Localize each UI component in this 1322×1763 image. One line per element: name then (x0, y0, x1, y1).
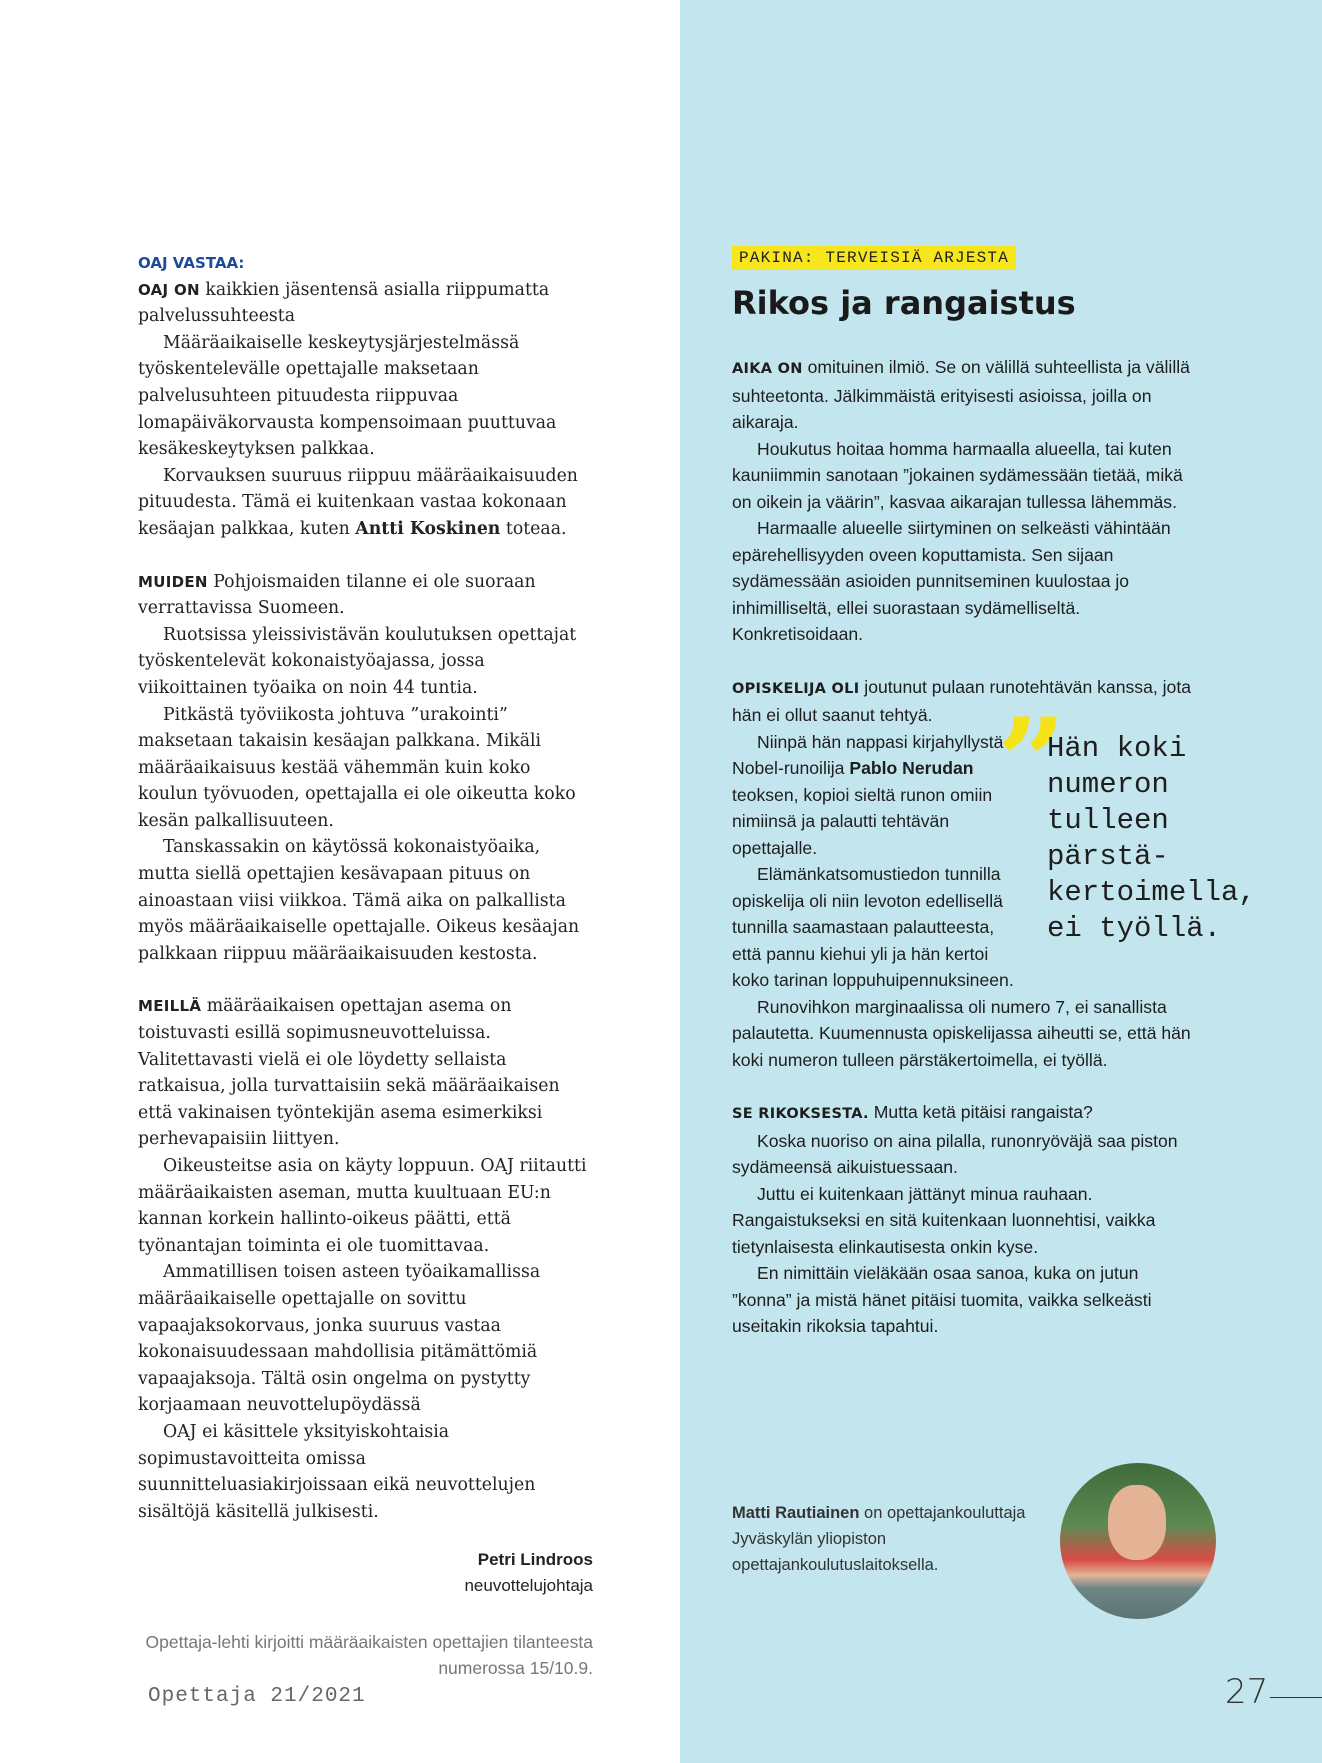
column-tag: PAKINA: TERVEISIÄ ARJESTA (732, 246, 1016, 270)
left-column (138, 250, 593, 1681)
page-number: 27 (1225, 1672, 1269, 1712)
lead-in: OAJ ON (138, 280, 200, 299)
paragraph: Määräaikaiselle keskeytysjärjestelmässä työskentelevälle opettajalle maksetaan palvelusuhteen pituudesta riippuvaa lomapäiväkorvausta kompensoimaan puuttuvaa kesäkeskeytyksen palkkaa. (138, 332, 557, 460)
paragraph: Pitkästä työviikosta johtuva ”urakointi” maksetaan takaisin kesäajan palkkana. Mikäli määräaikaisuus kestää vähemmän kuin koko koulun työvuoden, opettajalla ei ole oikeutta koko kesän palkallisuuteen. (138, 704, 576, 831)
paragraph (138, 463, 593, 543)
paragraph (732, 354, 1202, 436)
paragraph: Ruotsissa yleissivistävän koulutuksen opettajat työskentelevät kokonaistyöajassa, jossa viikoittainen työaika on noin 44 tuntia. (138, 624, 577, 698)
paragraph: En nimittäin vieläkään osaa sanoa, kuka on jutun ”konna” ja mistä hänet pitäisi tuomita, vaikka selkeästi useitakin rikoksia tapahtui. (732, 1263, 1152, 1336)
text: kaikkien jäsentensä asialla riippumatta palvelussuhteesta (138, 279, 550, 327)
text: teoksen, kopioi sieltä runon omiin nimiinsä ja palautti tehtävän opettajalle. (732, 784, 993, 858)
lead-in: MEILLÄ (138, 997, 202, 1016)
paragraph: Houkutus hoitaa homma harmaalla alueella, tai kuten kauniimmin sanotaan ”jokainen sydämessään tietää, mikä on oikein ja väärin”, kasvaa aikarajan tullessa lähemmäs. (732, 438, 1183, 512)
source-note: Opettaja-lehti kirjoitti määräaikaisten opettajien tilanteesta numerossa 15/10.9. (145, 1632, 593, 1679)
paragraph (138, 993, 593, 1153)
paragraph: Elämänkatsomustiedon tunnilla opiskelija oli niin levoton edellisellä tunnilla saamastaan palautteesta, että pannu kiehui yli ja hän kertoi koko tarinan loppuhuipennuksineen. (732, 864, 1014, 990)
lead-in: AIKA ON (732, 361, 803, 377)
lead-in: OPISKELIJA OLI (732, 680, 860, 697)
paragraph: Ammatillisen toisen asteen työaikamallissa määräaikaiselle opettajalle on sovittu vapaajaksokorvaus, jonka suuruus vastaa kokonaisuudessaan mahdollisia pitämättömiä vapaajaksoja. Tältä osin ongelma on pystytty korjaamaan neuvottelupöydässä (138, 1262, 541, 1416)
text: Korvauksen suuruus riippuu määräaikaisuuden pituudesta. Tämä ei kuitenkaan vastaa kokonaan kesäajan palkkaa, kuten (138, 465, 578, 539)
text: Mutta ketä pitäisi rangaista? (868, 1102, 1093, 1122)
article-title: Rikos ja rangaistus (732, 284, 1076, 322)
paragraph: Koska nuoriso on aina pilalla, runonryöväjä saa piston sydämeensä aikuistuessaan. (732, 1130, 1178, 1177)
author-description: on opettajankouluttaja Jyväskylän yliopiston opettajankoulutuslaitoksella. (732, 1504, 1026, 1574)
paragraph: Oikeusteitse asia on käyty loppuun. OAJ riitautti määräaikaisten aseman, mutta kuultuaan EU:n kannan korkein hallinto-oikeus päätti, että työnantajan toiminta ei ole tuomittavaa. (138, 1156, 587, 1256)
paragraph: Harmaalle alueelle siirtyminen on selkeästi vähintään epärehellisyyden oveen koputtamista. Sen sijaan sydämessään asioiden punnitseminen kuulostaa jo inhimilliseltä, ellei suorastaan sydämelliseltä. Konkretisoidaan. (732, 518, 1171, 644)
author-photo (1060, 1463, 1216, 1619)
pull-quote (997, 691, 1272, 947)
author-bio (732, 1500, 1032, 1578)
signature-name: Petri Lindroos (477, 1550, 593, 1570)
person-name: Antti Koskinen (355, 518, 501, 539)
signature (138, 1547, 593, 1599)
lead-in: MUIDEN (138, 572, 208, 591)
text: toteaa. (500, 518, 567, 539)
person-name: Pablo Nerudan (849, 758, 974, 778)
column-panel (680, 0, 1322, 1763)
pull-quote-text: Hän koki numeron tulleen pärstä-kertoimella, ei työllä. (1047, 731, 1256, 945)
quote-mark-icon: ” (997, 691, 1067, 833)
text: Pohjoismaiden tilanne ei ole suoraan verrattavissa Suomeen. (138, 571, 536, 619)
author-name: Matti Rautiainen (732, 1504, 860, 1522)
paragraph: Tanskassakin on käytössä kokonaistyöaika, mutta siellä opettajien kesävapaan pituus on ainoastaan viisi viikkoa. Tämä aika on palkallista myös määräaikaiselle opettajalle. Oikeus kesäajan palkkaan riippuu määräaikaisuuden kestosta. (138, 837, 580, 964)
paragraph: OAJ ei käsittele yksityiskohtaisia sopimustavoitteita omissa suunnitteluasiakirjoissaan eikä neuvottelujen sisältöjä käsitellä julkisesti. (138, 1421, 536, 1522)
paragraph (732, 1099, 1202, 1128)
signature-title: neuvottelujohtaja (464, 1576, 593, 1596)
text: omituinen ilmiö. Se on välillä suhteellista ja välillä suhteetonta. Jälkimmäistä erityisesti asioissa, joilla on aikaraja. (732, 357, 1190, 432)
lead-in: SE RIKOKSESTA. (732, 1106, 869, 1122)
paragraph: Juttu ei kuitenkaan jättänyt minua rauhaan. Rangaistukseksi en sitä kuitenkaan luonnehtisi, vaikka tietynlaisesta elinkautisesta onkin kyse. (732, 1183, 1156, 1257)
article-body (732, 354, 1256, 1340)
paragraph (732, 674, 1202, 729)
text: joutunut pulaan runotehtävän kanssa, jota hän ei ollut saanut tehtyä. (732, 676, 1191, 725)
text: Niinpä hän nappasi kirjahyllystä Nobel-runoilija (732, 731, 1004, 778)
publication-footer: Opettaja 21/2021 (148, 1685, 366, 1708)
paragraph (138, 569, 593, 622)
paragraph: Runovihkon marginaalissa oli numero 7, ei sanallista palautetta. Kuumennusta opiskelijassa aiheutti se, että hän koki numeron tulleen pärstäkertoimella, ei työllä. (732, 996, 1191, 1070)
paragraph (138, 277, 593, 330)
page-number-rule (1270, 1697, 1322, 1698)
author-face (1108, 1485, 1166, 1560)
text: määräaikaisen opettajan asema on toistuvasti esillä sopimusneuvotteluissa. Valitettavasti vielä ei ole löydetty sellaista ratkaisua, jolla turvattaisiin sekä määräaikaisen että vakinaisen työntekijän asema esimerkiksi perhevapaisiin liittyen. (138, 996, 560, 1150)
section-kicker: OAJ VASTAA: (138, 254, 245, 272)
